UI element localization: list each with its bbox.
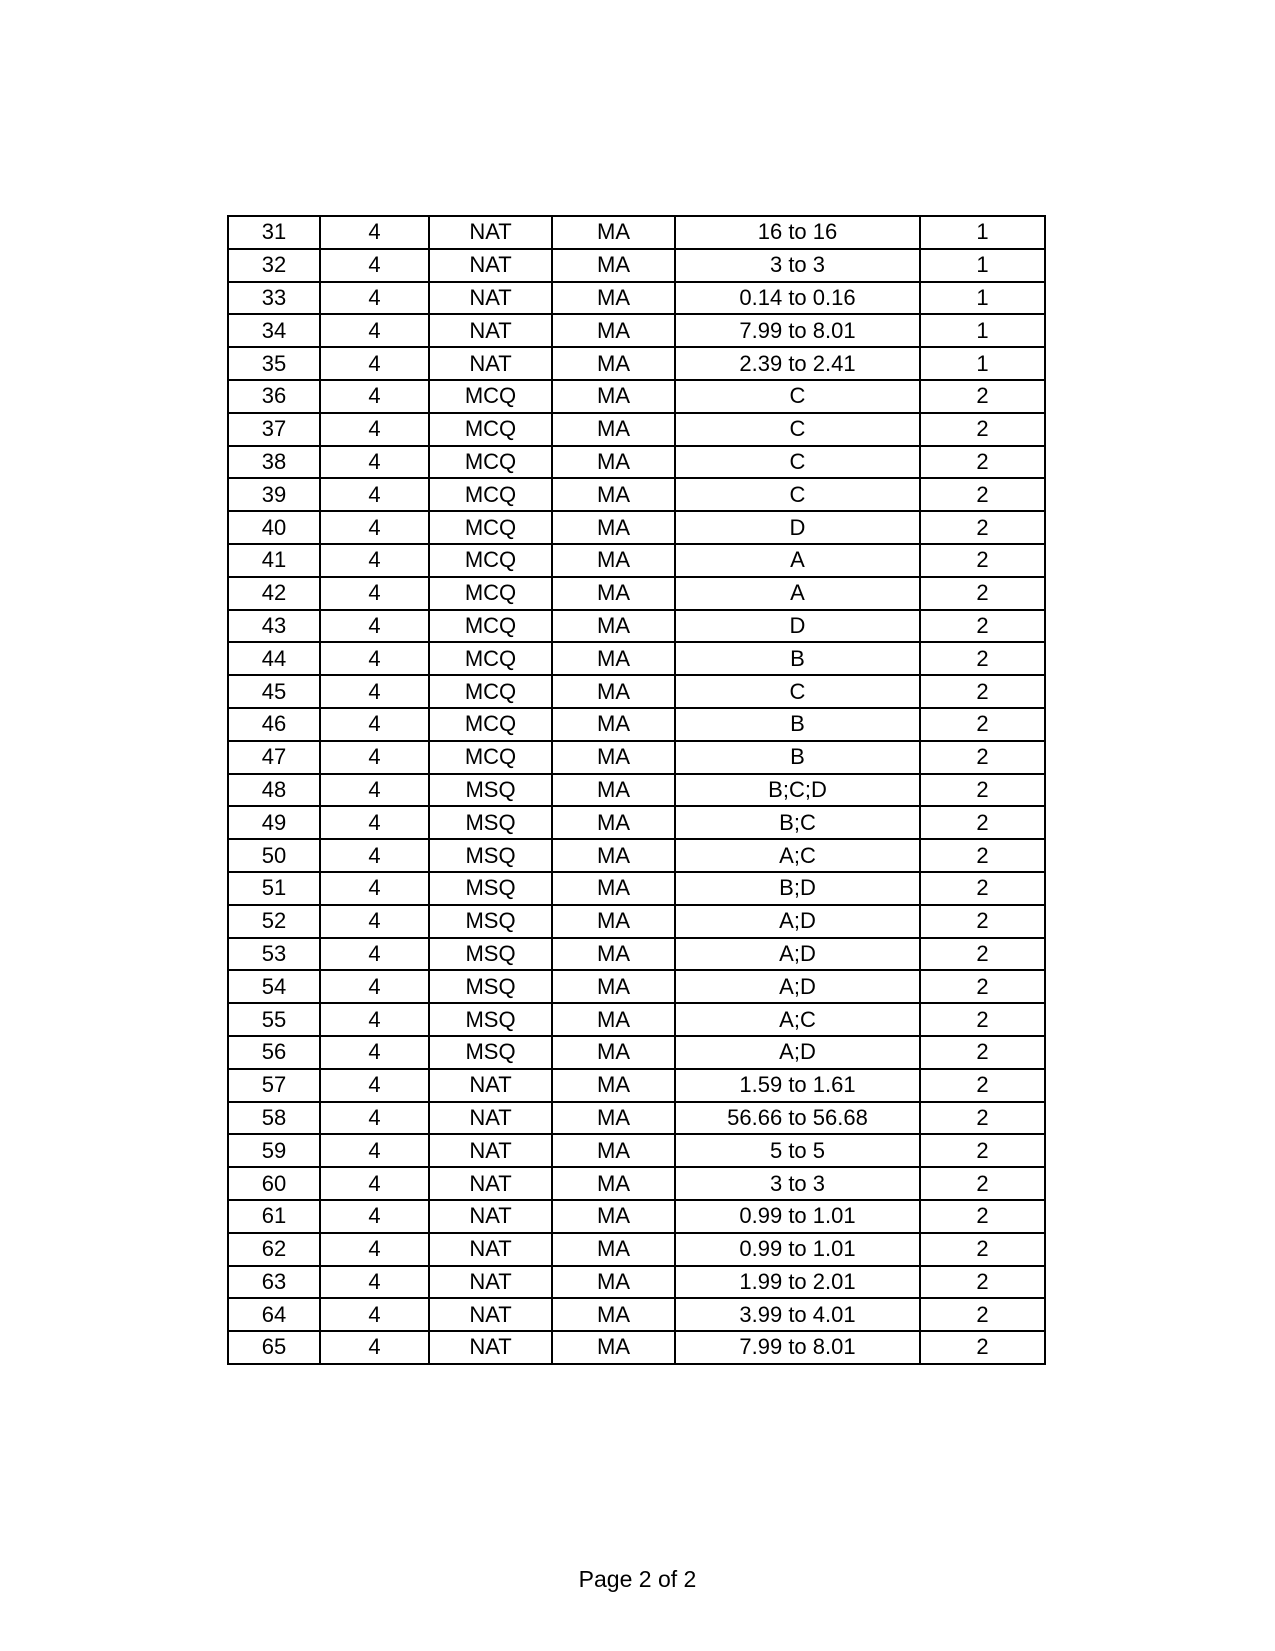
question-number-cell: 33 <box>228 282 320 315</box>
session-cell: 4 <box>320 774 429 807</box>
question-type-cell: NAT <box>429 314 552 347</box>
question-type-cell: NAT <box>429 1200 552 1233</box>
section-cell: MA <box>552 642 675 675</box>
session-cell: 4 <box>320 1069 429 1102</box>
table-row <box>228 938 1045 971</box>
section-cell: MA <box>552 446 675 479</box>
marks-cell: 1 <box>920 249 1045 282</box>
table-row <box>228 478 1045 511</box>
session-cell: 4 <box>320 413 429 446</box>
question-type-cell: MCQ <box>429 675 552 708</box>
marks-cell: 2 <box>920 380 1045 413</box>
answer-key-cell: B <box>675 741 920 774</box>
section-cell: MA <box>552 1233 675 1266</box>
session-cell: 4 <box>320 741 429 774</box>
section-cell: MA <box>552 938 675 971</box>
question-number-cell: 65 <box>228 1331 320 1364</box>
marks-cell: 2 <box>920 544 1045 577</box>
question-number-cell: 59 <box>228 1134 320 1167</box>
question-type-cell: MSQ <box>429 774 552 807</box>
session-cell: 4 <box>320 610 429 643</box>
session-cell: 4 <box>320 1134 429 1167</box>
question-type-cell: NAT <box>429 1233 552 1266</box>
question-number-cell: 48 <box>228 774 320 807</box>
question-number-cell: 63 <box>228 1266 320 1299</box>
section-cell: MA <box>552 741 675 774</box>
answer-key-cell: A;D <box>675 938 920 971</box>
answer-key-cell: B;C;D <box>675 774 920 807</box>
marks-cell: 2 <box>920 774 1045 807</box>
table-row <box>228 577 1045 610</box>
table-row <box>228 642 1045 675</box>
question-number-cell: 52 <box>228 905 320 938</box>
section-cell: MA <box>552 905 675 938</box>
marks-cell: 2 <box>920 1331 1045 1364</box>
section-cell: MA <box>552 577 675 610</box>
answer-key-cell: A;C <box>675 839 920 872</box>
question-type-cell: NAT <box>429 216 552 249</box>
question-number-cell: 61 <box>228 1200 320 1233</box>
section-cell: MA <box>552 314 675 347</box>
section-cell: MA <box>552 380 675 413</box>
marks-cell: 2 <box>920 839 1045 872</box>
answer-key-cell: C <box>675 675 920 708</box>
question-number-cell: 31 <box>228 216 320 249</box>
question-number-cell: 46 <box>228 708 320 741</box>
marks-cell: 1 <box>920 347 1045 380</box>
question-type-cell: NAT <box>429 1069 552 1102</box>
table-row <box>228 610 1045 643</box>
marks-cell: 2 <box>920 905 1045 938</box>
table-row <box>228 1233 1045 1266</box>
table-row <box>228 347 1045 380</box>
session-cell: 4 <box>320 970 429 1003</box>
answer-key-cell: 0.99 to 1.01 <box>675 1200 920 1233</box>
marks-cell: 2 <box>920 511 1045 544</box>
table-row <box>228 741 1045 774</box>
question-type-cell: MCQ <box>429 577 552 610</box>
answer-key-cell: C <box>675 380 920 413</box>
marks-cell: 2 <box>920 577 1045 610</box>
session-cell: 4 <box>320 282 429 315</box>
section-cell: MA <box>552 1298 675 1331</box>
section-cell: MA <box>552 511 675 544</box>
session-cell: 4 <box>320 905 429 938</box>
table-row <box>228 839 1045 872</box>
answer-key-table <box>227 215 1046 1365</box>
section-cell: MA <box>552 413 675 446</box>
session-cell: 4 <box>320 577 429 610</box>
table-row <box>228 1200 1045 1233</box>
table-row <box>228 413 1045 446</box>
question-number-cell: 40 <box>228 511 320 544</box>
session-cell: 4 <box>320 708 429 741</box>
table-row <box>228 249 1045 282</box>
session-cell: 4 <box>320 806 429 839</box>
session-cell: 4 <box>320 872 429 905</box>
session-cell: 4 <box>320 1036 429 1069</box>
marks-cell: 2 <box>920 1102 1045 1135</box>
question-type-cell: MCQ <box>429 413 552 446</box>
answer-key-cell: B;D <box>675 872 920 905</box>
question-type-cell: NAT <box>429 347 552 380</box>
session-cell: 4 <box>320 938 429 971</box>
question-type-cell: MSQ <box>429 872 552 905</box>
question-number-cell: 62 <box>228 1233 320 1266</box>
table-row <box>228 1134 1045 1167</box>
section-cell: MA <box>552 1200 675 1233</box>
table-row <box>228 380 1045 413</box>
session-cell: 4 <box>320 446 429 479</box>
section-cell: MA <box>552 1036 675 1069</box>
table-row <box>228 1102 1045 1135</box>
answer-key-cell: B <box>675 708 920 741</box>
question-number-cell: 49 <box>228 806 320 839</box>
answer-key-cell: A <box>675 577 920 610</box>
table-row <box>228 675 1045 708</box>
question-type-cell: NAT <box>429 1167 552 1200</box>
marks-cell: 1 <box>920 216 1045 249</box>
section-cell: MA <box>552 282 675 315</box>
answer-key-cell: B;C <box>675 806 920 839</box>
table-row <box>228 970 1045 1003</box>
answer-key-cell: 5 to 5 <box>675 1134 920 1167</box>
question-type-cell: MSQ <box>429 806 552 839</box>
answer-key-cell: B <box>675 642 920 675</box>
table-row <box>228 1266 1045 1299</box>
session-cell: 4 <box>320 1298 429 1331</box>
table-row <box>228 1167 1045 1200</box>
table-row <box>228 314 1045 347</box>
question-number-cell: 34 <box>228 314 320 347</box>
answer-key-cell: A;C <box>675 1003 920 1036</box>
question-number-cell: 38 <box>228 446 320 479</box>
answer-key-cell: 3 to 3 <box>675 1167 920 1200</box>
table-row <box>228 708 1045 741</box>
marks-cell: 2 <box>920 610 1045 643</box>
marks-cell: 2 <box>920 1233 1045 1266</box>
question-number-cell: 39 <box>228 478 320 511</box>
answer-key-cell: 0.99 to 1.01 <box>675 1233 920 1266</box>
question-number-cell: 37 <box>228 413 320 446</box>
section-cell: MA <box>552 1003 675 1036</box>
table-row <box>228 905 1045 938</box>
section-cell: MA <box>552 1331 675 1364</box>
question-type-cell: MSQ <box>429 938 552 971</box>
question-type-cell: MSQ <box>429 1003 552 1036</box>
marks-cell: 1 <box>920 282 1045 315</box>
section-cell: MA <box>552 872 675 905</box>
session-cell: 4 <box>320 380 429 413</box>
table-row <box>228 544 1045 577</box>
question-number-cell: 55 <box>228 1003 320 1036</box>
session-cell: 4 <box>320 511 429 544</box>
table-row <box>228 1331 1045 1364</box>
session-cell: 4 <box>320 1167 429 1200</box>
section-cell: MA <box>552 478 675 511</box>
answer-key-cell: 1.99 to 2.01 <box>675 1266 920 1299</box>
answer-key-cell: A;D <box>675 905 920 938</box>
table-row <box>228 216 1045 249</box>
marks-cell: 2 <box>920 872 1045 905</box>
section-cell: MA <box>552 806 675 839</box>
question-number-cell: 58 <box>228 1102 320 1135</box>
table-row <box>228 446 1045 479</box>
answer-key-cell: 3.99 to 4.01 <box>675 1298 920 1331</box>
session-cell: 4 <box>320 642 429 675</box>
question-type-cell: MCQ <box>429 741 552 774</box>
answer-key-cell: A;D <box>675 1036 920 1069</box>
session-cell: 4 <box>320 1003 429 1036</box>
question-type-cell: MSQ <box>429 905 552 938</box>
question-type-cell: MCQ <box>429 610 552 643</box>
section-cell: MA <box>552 1134 675 1167</box>
marks-cell: 2 <box>920 938 1045 971</box>
question-number-cell: 32 <box>228 249 320 282</box>
table-row <box>228 282 1045 315</box>
session-cell: 4 <box>320 478 429 511</box>
page-footer: Page 2 of 2 <box>578 1566 697 1592</box>
session-cell: 4 <box>320 347 429 380</box>
session-cell: 4 <box>320 1266 429 1299</box>
question-type-cell: MSQ <box>429 839 552 872</box>
question-type-cell: MCQ <box>429 380 552 413</box>
marks-cell: 2 <box>920 675 1045 708</box>
question-number-cell: 44 <box>228 642 320 675</box>
marks-cell: 2 <box>920 1298 1045 1331</box>
question-type-cell: NAT <box>429 1331 552 1364</box>
question-number-cell: 51 <box>228 872 320 905</box>
question-type-cell: MSQ <box>429 1036 552 1069</box>
question-type-cell: MCQ <box>429 478 552 511</box>
question-number-cell: 64 <box>228 1298 320 1331</box>
section-cell: MA <box>552 249 675 282</box>
session-cell: 4 <box>320 839 429 872</box>
table-row <box>228 774 1045 807</box>
session-cell: 4 <box>320 216 429 249</box>
session-cell: 4 <box>320 1200 429 1233</box>
section-cell: MA <box>552 708 675 741</box>
question-type-cell: NAT <box>429 249 552 282</box>
question-number-cell: 47 <box>228 741 320 774</box>
session-cell: 4 <box>320 314 429 347</box>
marks-cell: 2 <box>920 642 1045 675</box>
question-number-cell: 45 <box>228 675 320 708</box>
question-number-cell: 56 <box>228 1036 320 1069</box>
section-cell: MA <box>552 1266 675 1299</box>
question-type-cell: MCQ <box>429 708 552 741</box>
section-cell: MA <box>552 1102 675 1135</box>
answer-key-cell: 16 to 16 <box>675 216 920 249</box>
session-cell: 4 <box>320 249 429 282</box>
question-number-cell: 50 <box>228 839 320 872</box>
session-cell: 4 <box>320 1233 429 1266</box>
marks-cell: 2 <box>920 741 1045 774</box>
table-row <box>228 1036 1045 1069</box>
session-cell: 4 <box>320 1331 429 1364</box>
marks-cell: 2 <box>920 1167 1045 1200</box>
section-cell: MA <box>552 216 675 249</box>
table-row <box>228 806 1045 839</box>
section-cell: MA <box>552 970 675 1003</box>
answer-key-cell: 0.14 to 0.16 <box>675 282 920 315</box>
marks-cell: 2 <box>920 478 1045 511</box>
session-cell: 4 <box>320 1102 429 1135</box>
question-number-cell: 35 <box>228 347 320 380</box>
question-type-cell: NAT <box>429 1266 552 1299</box>
answer-key-cell: 7.99 to 8.01 <box>675 1331 920 1364</box>
marks-cell: 2 <box>920 1069 1045 1102</box>
table-row <box>228 1069 1045 1102</box>
section-cell: MA <box>552 544 675 577</box>
question-type-cell: NAT <box>429 1134 552 1167</box>
marks-cell: 1 <box>920 314 1045 347</box>
question-number-cell: 54 <box>228 970 320 1003</box>
question-number-cell: 53 <box>228 938 320 971</box>
section-cell: MA <box>552 675 675 708</box>
answer-key-cell: 2.39 to 2.41 <box>675 347 920 380</box>
section-cell: MA <box>552 839 675 872</box>
question-type-cell: MCQ <box>429 642 552 675</box>
question-number-cell: 36 <box>228 380 320 413</box>
question-type-cell: NAT <box>429 282 552 315</box>
session-cell: 4 <box>320 544 429 577</box>
answer-key-cell: C <box>675 478 920 511</box>
section-cell: MA <box>552 347 675 380</box>
session-cell: 4 <box>320 675 429 708</box>
answer-key-table-body <box>228 216 1045 1364</box>
answer-key-cell: C <box>675 446 920 479</box>
question-type-cell: MCQ <box>429 544 552 577</box>
question-number-cell: 43 <box>228 610 320 643</box>
answer-key-cell: 56.66 to 56.68 <box>675 1102 920 1135</box>
marks-cell: 2 <box>920 1003 1045 1036</box>
table-row <box>228 511 1045 544</box>
table-row <box>228 1298 1045 1331</box>
marks-cell: 2 <box>920 1200 1045 1233</box>
question-type-cell: MSQ <box>429 970 552 1003</box>
answer-key-cell: 1.59 to 1.61 <box>675 1069 920 1102</box>
marks-cell: 2 <box>920 1266 1045 1299</box>
marks-cell: 2 <box>920 1134 1045 1167</box>
question-number-cell: 60 <box>228 1167 320 1200</box>
marks-cell: 2 <box>920 446 1045 479</box>
marks-cell: 2 <box>920 708 1045 741</box>
question-type-cell: MCQ <box>429 446 552 479</box>
answer-key-cell: D <box>675 511 920 544</box>
question-type-cell: NAT <box>429 1298 552 1331</box>
table-row <box>228 1003 1045 1036</box>
answer-key-cell: A;D <box>675 970 920 1003</box>
section-cell: MA <box>552 774 675 807</box>
answer-key-cell: A <box>675 544 920 577</box>
answer-key-cell: C <box>675 413 920 446</box>
answer-key-cell: 3 to 3 <box>675 249 920 282</box>
question-number-cell: 42 <box>228 577 320 610</box>
section-cell: MA <box>552 1069 675 1102</box>
question-number-cell: 41 <box>228 544 320 577</box>
section-cell: MA <box>552 1167 675 1200</box>
marks-cell: 2 <box>920 1036 1045 1069</box>
table-row <box>228 872 1045 905</box>
answer-key-cell: 7.99 to 8.01 <box>675 314 920 347</box>
question-number-cell: 57 <box>228 1069 320 1102</box>
question-type-cell: NAT <box>429 1102 552 1135</box>
question-type-cell: MCQ <box>429 511 552 544</box>
section-cell: MA <box>552 610 675 643</box>
marks-cell: 2 <box>920 970 1045 1003</box>
marks-cell: 2 <box>920 413 1045 446</box>
marks-cell: 2 <box>920 806 1045 839</box>
answer-key-cell: D <box>675 610 920 643</box>
